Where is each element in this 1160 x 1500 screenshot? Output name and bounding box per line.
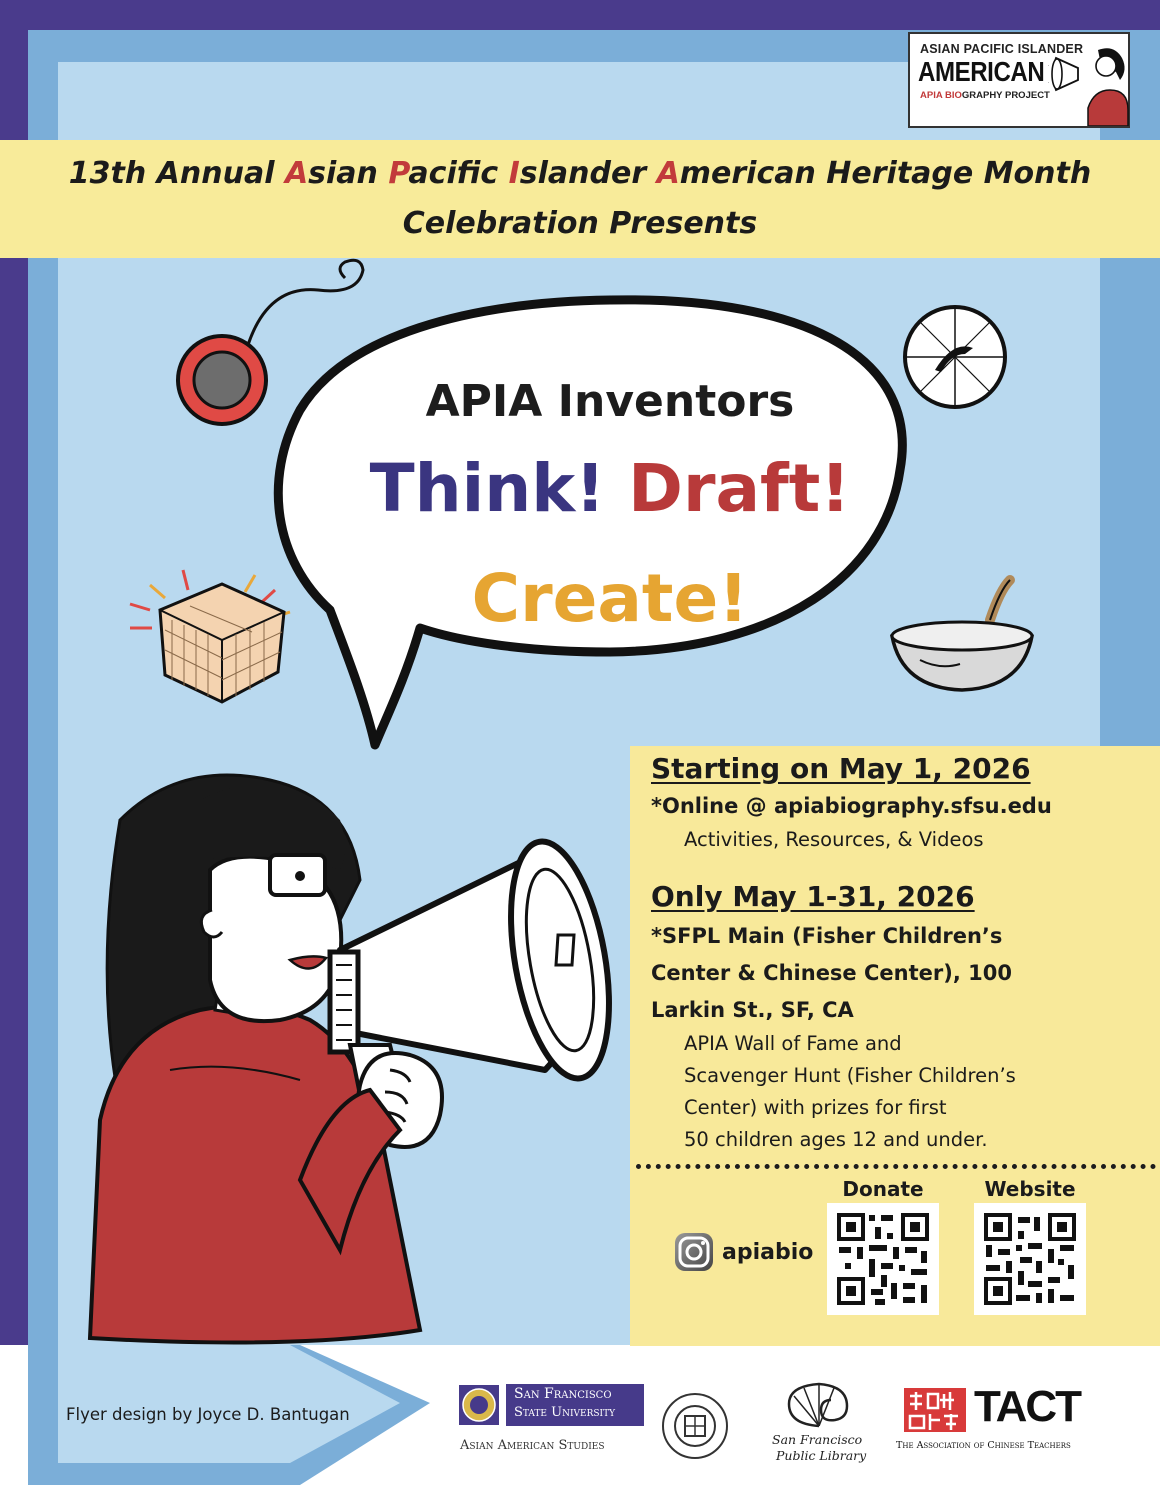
woven-box-icon xyxy=(130,570,290,702)
section2-location-line: Center & Chinese Center), 100 xyxy=(651,961,1012,985)
sfsu-name-plate xyxy=(506,1384,644,1426)
website-qr-code[interactable] xyxy=(974,1203,1086,1315)
tact-logo xyxy=(894,1382,1119,1466)
logo-line-1: ASIAN PACIFIC ISLANDER xyxy=(920,42,1084,56)
tact-name: TACT xyxy=(974,1382,1081,1431)
sfsu-seal-icon xyxy=(458,1384,500,1426)
logo-line-2: AMERICAN xyxy=(918,56,1045,87)
sfpl-shell-icon xyxy=(784,1382,854,1430)
logo-line-3: APIA BIOGRAPHY PROJECT xyxy=(920,90,1050,101)
sfpl-line-1: San Francisco xyxy=(772,1432,863,1447)
qr-code-icon xyxy=(827,1203,939,1315)
banner-title-line-2: Celebration Presents xyxy=(402,206,758,241)
think-word: Think! xyxy=(369,450,606,527)
qr-code-icon xyxy=(974,1203,1086,1315)
section2-description-line: Center) with prizes for first xyxy=(684,1096,947,1119)
donate-label: Donate xyxy=(842,1177,924,1201)
sfpl-logo xyxy=(766,1382,876,1472)
sfpl-line-2: Public Library xyxy=(776,1448,867,1463)
website-label: Website xyxy=(984,1177,1076,1201)
sfsu-department: Asian American Studies xyxy=(460,1438,605,1453)
bubble-create: Create! xyxy=(471,560,749,637)
bubble-title: APIA Inventors xyxy=(425,376,795,427)
dotted-divider xyxy=(636,1164,1156,1169)
section1-online-link[interactable]: *Online @ apiabiography.sfsu.edu xyxy=(651,794,1052,818)
flyer-credit: Flyer design by Joyce D. Bantugan xyxy=(66,1405,350,1424)
section2-location-line: Larkin St., SF, CA xyxy=(651,998,854,1022)
instagram-handle[interactable]: apiabio xyxy=(722,1240,814,1265)
tact-full-name: The Association of Chinese Teachers xyxy=(896,1440,1071,1451)
sfsu-line-1: San Francisco xyxy=(514,1386,612,1402)
tact-chinese-seal-icon xyxy=(904,1388,966,1432)
square-and-circle-club-seal-icon xyxy=(660,1388,730,1464)
sfsu-line-2: State University xyxy=(514,1405,616,1420)
section2-description-line: 50 children ages 12 and under. xyxy=(684,1128,988,1151)
sfsu-logo xyxy=(458,1384,648,1464)
section1-heading: Starting on May 1, 2026 xyxy=(651,752,1031,785)
section1-description: Activities, Resources, & Videos xyxy=(684,828,984,851)
section2-heading: Only May 1-31, 2026 xyxy=(651,880,975,913)
section2-description-line: APIA Wall of Fame and xyxy=(684,1032,902,1055)
section2-description-line: Scavenger Hunt (Fisher Children’s xyxy=(684,1064,1016,1087)
draft-word: Draft! xyxy=(628,450,851,527)
wok-icon xyxy=(892,580,1032,690)
banner-title-line-1: 13th Annual Asian Pacific Islander American Heritage Month xyxy=(68,156,1092,191)
compass-icon xyxy=(905,307,1005,407)
section2-location-line: *SFPL Main (Fisher Children’s xyxy=(651,924,1003,948)
instagram-icon[interactable] xyxy=(674,1232,714,1272)
girl-with-megaphone-icon xyxy=(90,775,625,1343)
donate-qr-code[interactable] xyxy=(827,1203,939,1315)
bubble-think-draft xyxy=(350,450,870,527)
